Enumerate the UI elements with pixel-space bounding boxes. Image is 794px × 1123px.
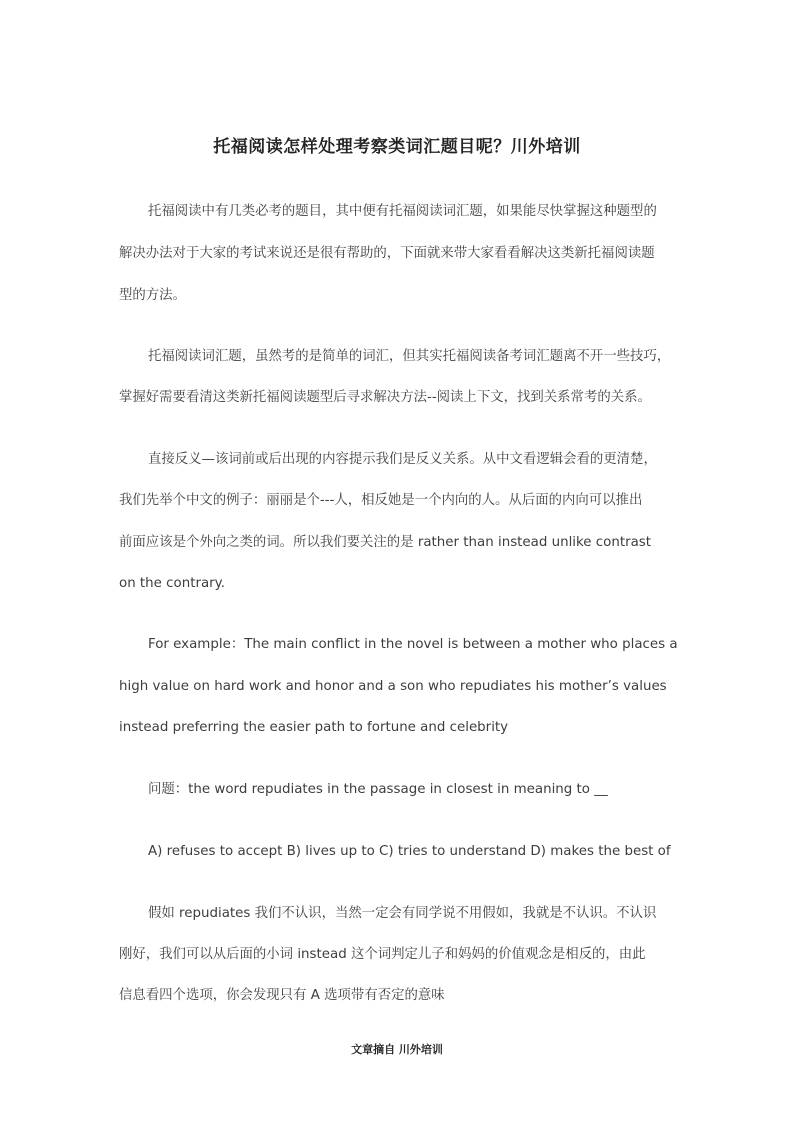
document-title: 托福阅读怎样处理考察类词汇题目呢？川外培训 (213, 137, 581, 157)
paragraph-4-line-1: For example：The main conflict in the novel is between a mother who places a (148, 637, 678, 652)
document-footer: 文章摘自 川外培训 (351, 1043, 443, 1056)
paragraph-2-line-2: 掌握好需要看清这类新托福阅读题型后寻求解决方法--阅读上下文，找到关系常考的关系。 (119, 390, 651, 405)
paragraph-2-line-1: 托福阅读词汇题，虽然考的是简单的词汇，但其实托福阅读备考词汇题离不开一些技巧， (148, 349, 671, 364)
paragraph-3-line-1: 直接反义—该词前或后出现的内容提示我们是反义关系。从中文看逻辑会看的更清楚， (148, 452, 657, 467)
paragraph-3-line-2: 我们先举个中文的例子：丽丽是个---人，相反她是一个内向的人。从后面的内向可以推出 (119, 493, 643, 508)
paragraph-7-line-2: 刚好，我们可以从后面的小词 instead 这个词判定儿子和妈妈的价值观念是相反的，由此 (119, 947, 646, 962)
paragraph-7-line-3: 信息看四个选项，你会发现只有 A 选项带有否定的意味 (119, 988, 445, 1003)
paragraph-4-line-2: high value on hard work and honor and a son who repudiates his mother’s values (119, 679, 667, 694)
paragraph-1-line-1: 托福阅读中有几类必考的题目，其中便有托福阅读词汇题，如果能尽快掌握这种题型的 (148, 204, 657, 219)
paragraph-3-line-4: on the contrary. (119, 576, 225, 591)
question-line: 问题：the word repudiates in the passage in closest in meaning to __ (148, 782, 608, 797)
paragraph-7-line-1: 假如 repudiates 我们不认识，当然一定会有同学说不用假如，我就是不认识。不认识 (148, 906, 657, 921)
paragraph-1-line-2: 解决办法对于大家的考试来说还是很有帮助的，下面就来带大家看看解决这类新托福阅读题 (119, 246, 655, 261)
options-line: A) refuses to accept B) lives up to C) tries to understand D) makes the best of (148, 844, 671, 859)
paragraph-4-line-3: instead preferring the easier path to fortune and celebrity (119, 720, 509, 735)
paragraph-1-line-3: 型的方法。 (119, 288, 186, 303)
paragraph-3-line-3: 前面应该是个外向之类的词。所以我们要关注的是 rather than instead unlike contrast (119, 535, 652, 550)
